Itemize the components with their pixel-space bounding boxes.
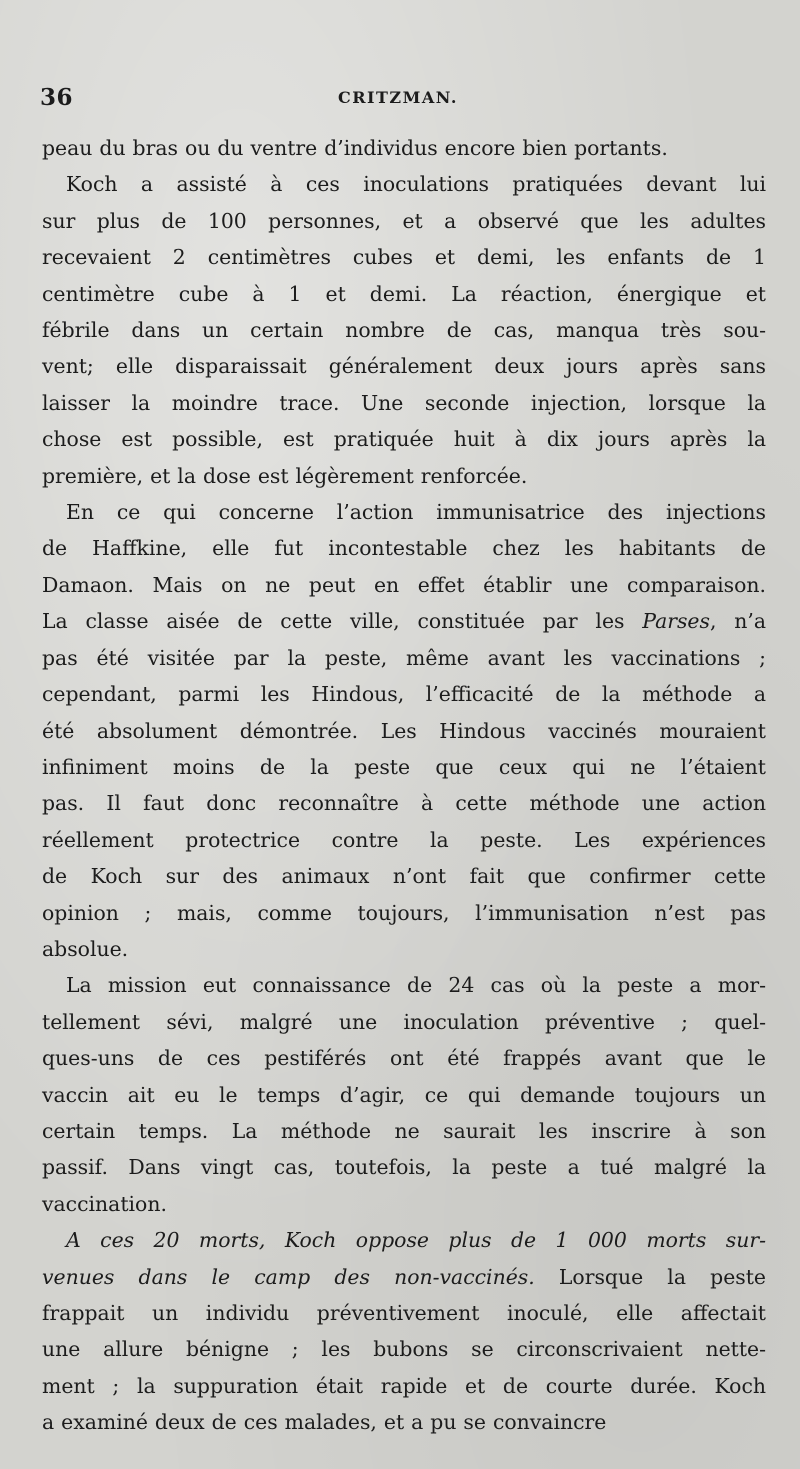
- text-line: En ce qui concerne l’action immunisatrice des injections: [66, 500, 766, 525]
- text-line: opinion ; mais, comme toujours, l’immunisation n’est pas: [42, 900, 766, 925]
- text-line: une allure bénigne ; les bubons se circonscrivaient nette-: [42, 1337, 766, 1362]
- text-line: pas. Il faut donc reconnaître à cette méthode une action: [42, 791, 766, 816]
- text-line: ques-uns de ces pestiférés ont été frappés avant que le: [42, 1046, 766, 1071]
- text-line: été absolument démontrée. Les Hindous vaccinés mouraient: [42, 718, 766, 743]
- text-line: fébrile dans un certain nombre de cas, manqua très sou-: [42, 318, 766, 343]
- text-line: recevaient 2 centimètres cubes et demi, les enfants de 1: [42, 245, 766, 270]
- body-text: [42, 130, 766, 1441]
- text-line: centimètre cube à 1 et demi. La réaction, énergique et: [42, 281, 766, 306]
- paragraph: [42, 494, 766, 967]
- text-line: a examiné deux de ces malades, et a pu se convaincre: [42, 1410, 607, 1435]
- text-line: venues dans le camp des non-vaccinés. Lorsque la peste: [42, 1264, 766, 1289]
- text-line: A ces 20 morts, Koch oppose plus de 1 000 morts sur-: [66, 1228, 766, 1253]
- text-line: La classe aisée de cette ville, constituée par les Parses, n’a: [42, 609, 767, 634]
- running-head: CRITZMAN.: [338, 88, 458, 107]
- text-line: passif. Dans vingt cas, toutefois, la peste a tué malgré la: [42, 1155, 766, 1180]
- page-number: 36: [40, 84, 74, 111]
- text-line: cependant, parmi les Hindous, l’efficacité de la méthode a: [42, 682, 766, 707]
- text-line: chose est possible, est pratiquée huit à dix jours après la: [42, 427, 766, 452]
- text-line: tellement sévi, malgré une inoculation préventive ; quel-: [42, 1009, 766, 1034]
- text-line: infiniment moins de la peste que ceux qui ne l’étaient: [42, 754, 766, 779]
- text-line: Damaon. Mais on ne peut en effet établir une comparaison.: [42, 572, 766, 597]
- text-line: pas été visitée par la peste, même avant les vaccinations ;: [42, 645, 766, 670]
- text-line: peau du bras ou du ventre d’individus encore bien portants.: [42, 136, 668, 160]
- text-line: vaccin ait eu le temps d’agir, ce qui demande toujours un: [42, 1082, 766, 1107]
- text-line: La mission eut connaissance de 24 cas où la peste a mor-: [66, 973, 766, 998]
- page-header: [40, 78, 766, 112]
- text-line: de Koch sur des animaux n’ont fait que confirmer cette: [42, 864, 766, 889]
- paragraph: [42, 130, 766, 166]
- text-line: vaccination.: [42, 1191, 167, 1216]
- paragraph: [42, 1222, 766, 1440]
- text-line: vent; elle disparaissait généralement deux jours après sans: [42, 354, 766, 379]
- text-line: certain temps. La méthode ne saurait les inscrire à son: [42, 1118, 766, 1143]
- text-line: réellement protectrice contre la peste. Les expériences: [42, 827, 766, 852]
- text-line: absolue.: [42, 936, 129, 961]
- text-line: de Haffkine, elle fut incontestable chez les habitants de: [42, 536, 766, 561]
- text-line: sur plus de 100 personnes, et a observé que les adultes: [42, 208, 766, 233]
- text-line: Koch a assisté à ces inoculations pratiquées devant lui: [66, 172, 766, 197]
- text-line: première, et la dose est légèrement renforcée.: [42, 463, 528, 488]
- text-line: laisser la moindre trace. Une seconde injection, lorsque la: [42, 390, 766, 415]
- paragraph: [42, 166, 766, 494]
- text-line: ment ; la suppuration était rapide et de courte durée. Koch: [42, 1373, 766, 1398]
- text-line: frappait un individu préventivement inoculé, elle affectait: [42, 1301, 766, 1325]
- paragraph: [42, 967, 766, 1222]
